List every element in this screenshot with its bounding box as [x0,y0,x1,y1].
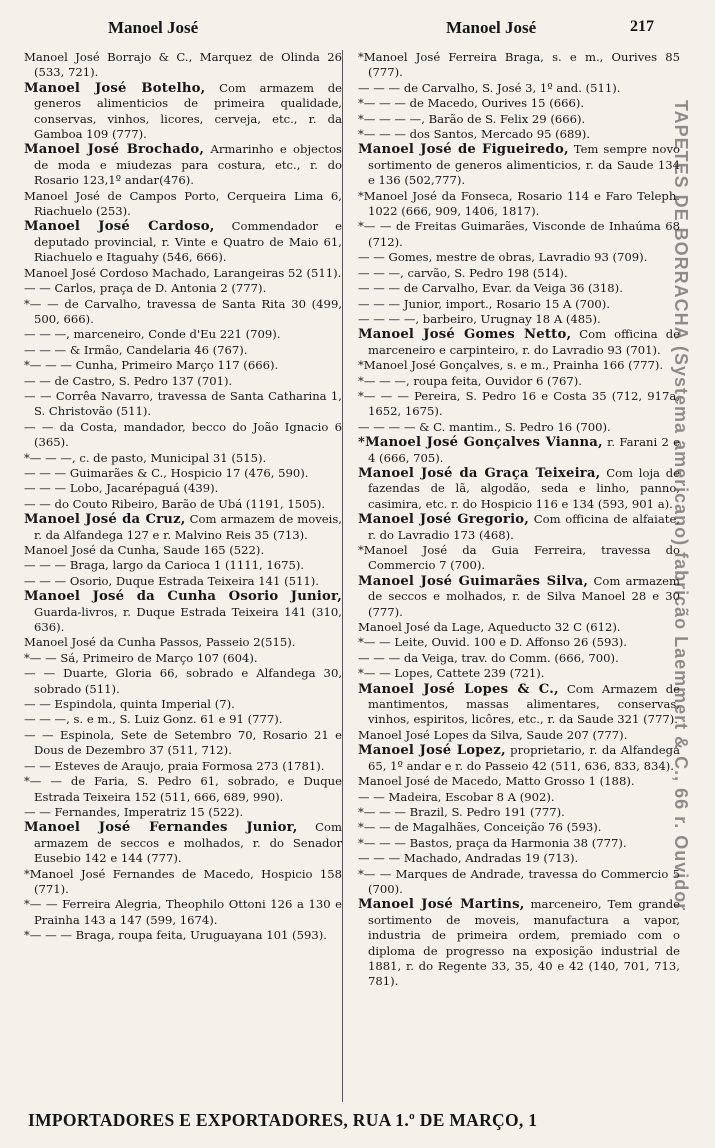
entry-text: — — — Junior, import., Rosario 15 A (700). [358,296,610,311]
directory-entry [24,543,342,558]
entry-name: Manoel José Botelho, [24,80,206,96]
directory-entry [358,574,680,620]
entry-text: — — Carlos, praça de D. Antonia 2 (777). [24,281,267,296]
entry-text: Guarda-livros, r. Duque Estrada Teixeira 141 (310, 636). [34,604,342,635]
entry-text: Com officina de alfaiate, r. do Lavradio 173 (468). [368,512,680,542]
entry-text: — — — — & C. mantim., S. Pedro 16 (700). [358,419,611,434]
directory-entry [24,558,342,573]
entry-name: Manoel José Gomes Netto, [358,327,572,343]
directory-entry [358,297,680,312]
entry-text: *— — Ferreira Alegria, Theophilo Ottoni 126 a 130 e Prainha 143 a 147 (599, 1674). [24,897,342,927]
left-column [24,50,342,1100]
entry-text: Manoel José de Campos Porto, Cerqueira Lima 6, Riachuelo (253). [24,188,342,219]
directory-entry [24,497,342,512]
entry-text: — — Corrêa Navarro, travessa de Santa Catharina 1, S. Christovão (511). [24,388,342,419]
entry-text: Manoel José da Cunha, Saude 165 (522). [24,543,265,557]
directory-entry [24,512,342,543]
entry-text: — — Madeira, Escobar 8 A (902). [358,789,555,804]
entry-name: Manoel José Cardoso, [24,219,215,235]
directory-entry [358,836,680,851]
directory-entry [24,574,342,589]
entry-name: Manoel José da Graça Teixeira, [358,465,601,481]
footer-advertisement: IMPORTADORES E EXPORTADORES, RUA 1.º DE MARÇO, 1 [28,1110,538,1130]
entry-text: — — — Lobo, Jacarépaguá (439). [24,481,219,496]
directory-entry [24,728,342,759]
directory-entry [358,466,680,512]
entry-text: *— — de Magalhães, Conceição 76 (593). [358,820,602,835]
entry-text: — — — & Irmão, Candelaria 46 (767). [24,342,248,357]
entry-text: *Manoel José Gonçalves, s. e m., Prainha 166 (777). [358,358,664,373]
directory-entry [358,96,680,111]
entry-text: — — — Machado, Andradas 19 (713). [358,851,579,866]
header-left-title: Manoel José [108,18,199,37]
entry-text: *Manoel José da Guia Ferreira, travessa do Commercio 7 (700). [358,543,680,573]
directory-columns [24,50,700,1100]
right-column [358,50,680,1100]
entry-text: Manoel José da Lage, Aqueducto 32 C (612). [358,620,621,635]
directory-entry [24,774,342,805]
page-header [0,18,715,46]
directory-entry [24,666,342,697]
entry-name: Manoel José Brochado, [24,142,205,158]
entry-text: — — — de Carvalho, S. José 3, 1º and. (511). [358,80,621,95]
entry-text: *— — — —, Barão de S. Felix 29 (666). [358,111,586,126]
directory-entry [358,142,680,188]
directory-entry [24,374,342,389]
directory-entry [24,897,342,928]
entry-text: Manoel José Cordoso Machado, Larangeiras 52 (511). [24,265,342,280]
entry-text: *— — — Brazil, S. Pedro 191 (777). [358,804,565,819]
entry-text: *— — Sá, Primeiro de Março 107 (604). [24,650,258,665]
entry-text: *Manoel José da Fonseca, Rosario 114 e Faro Teleph. 1022 (666, 909, 1406, 1817). [358,188,680,219]
entry-text: Com armazem de moveis, r. da Alfandega 127 e r. Malvino Reis 35 (713). [34,512,342,542]
directory-entry [358,620,680,635]
directory-entry [358,374,680,389]
directory-entry [24,867,342,898]
directory-entry [358,897,680,989]
side-advertisement-text: TAPETES DE BORRACHA (Systema americano) fabricão Laemmert & C., 66 r. Ouvidor [671,100,691,912]
entry-text: *— — — Pereira, S. Pedro 16 e Costa 35 (712, 917a, 1652, 1675). [358,388,680,419]
entry-text: *— — de Freitas Guimarães, Visconde de Inhaúma 68 (712). [358,219,680,249]
directory-entry [358,728,680,743]
entry-text: — — — de Carvalho, Evar. da Veiga 36 (318). [358,281,623,296]
entry-text: *— — — de Macedo, Ourives 15 (666). [358,96,585,111]
entry-text: *— — — Bastos, praça da Harmonia 38 (777). [358,835,627,850]
entry-text: Com officina de marceneiro e carpinteiro, r. do Lavradio 93 (701). [368,327,680,357]
entry-text: Manoel José Lopes da Silva, Saude 207 (777). [358,727,628,742]
directory-entry [358,867,680,898]
directory-entry [24,389,342,420]
directory-entry [358,820,680,835]
directory-entry [24,266,342,281]
entry-text: — — Duarte, Gloria 66, sobrado e Alfandega 30, sobrado (511). [24,666,342,696]
directory-entry [358,790,680,805]
directory-entry [24,712,342,727]
directory-entry [24,466,342,481]
directory-entry [358,281,680,296]
entry-text: Manoel José Borrajo & C., Marquez de Olinda 26 (533, 721). [24,50,342,80]
entry-text: — — — Braga, largo da Carioca 1 (1111, 1675). [24,558,305,573]
entry-text: *— — de Carvalho, travessa de Santa Rita 30 (499, 500, 666). [24,296,342,326]
entry-text: — — — Osorio, Duque Estrada Teixeira 141 (511). [24,573,319,588]
entry-text: *— — Leite, Ouvid. 100 e D. Affonso 26 (593). [358,635,627,650]
entry-text: Com armazem de seccos e molhados, r. do Senador Eusebio 142 e 144 (777). [34,820,342,866]
entry-text: Commendador e deputado provincial, r. Vinte e Quatro de Maio 61, Riachuelo e Itaguahy (546, 666). [34,219,342,265]
directory-entry [24,805,342,820]
directory-entry [358,774,680,789]
entry-text: — — —, s. e m., S. Luiz Gonz. 61 e 91 (777). [24,712,283,727]
directory-entry [358,389,680,420]
entry-text: — — — —, barbeiro, Urugnay 18 A (485). [358,311,601,326]
entry-text: — — do Couto Ribeiro, Barão de Ubá (1191, 1505). [24,496,326,511]
directory-entry [24,759,342,774]
directory-entry [24,589,342,635]
entry-text: *— — — Braga, roupa feita, Uruguayana 101 (593). [24,928,327,943]
entry-text: *— — — Cunha, Primeiro Março 117 (666). [24,358,279,373]
entry-text: *— — Lopes, Cattete 239 (721). [358,666,545,681]
entry-text: marceneiro, Tem grande sortimento de moveis, manufactura a vapor, industria de primeira ordem, premiado com o diploma de progresso na exposição industrial de 1881, r. do Regente 33, 35, 40 e 42 (140, 701, 713, 781). [368,897,680,989]
entry-text: Com armazem de seccos e molhados, r. de Silva Manoel 28 e 30 (777). [368,573,680,619]
directory-entry [358,266,680,281]
entry-name: *Manoel José Gonçalves Vianna, [358,435,603,451]
entry-text: Manoel José da Cunha Passos, Passeio 2(515). [24,635,296,650]
directory-entry [358,743,680,774]
entry-text: — — Espinola, Sete de Setembro 70, Rosario 21 e Dous de Dezembro 37 (511, 712). [24,727,342,758]
entry-text: r. Farani 2 e 4 (666, 705). [368,435,680,465]
directory-entry [358,666,680,681]
entry-text: — — —, marceneiro, Conde d'Eu 221 (709). [24,327,281,342]
header-right-title: Manoel José [446,18,537,37]
directory-entry [24,928,342,943]
directory-entry [358,851,680,866]
directory-entry [358,420,680,435]
entry-name: Manoel José Lopez, [358,743,506,759]
directory-entry [358,312,680,327]
directory-entry [358,635,680,650]
entry-text: — — de Castro, S. Pedro 137 (701). [24,373,233,388]
directory-entry [24,651,342,666]
directory-entry [358,543,680,574]
entry-text: Manoel José de Macedo, Matto Grosso 1 (188). [358,774,635,789]
directory-entry [358,50,680,81]
entry-text: *— — de Faria, S. Pedro 61, sobrado, e Duque Estrada Teixeira 152 (511, 666, 689, 990). [24,774,342,804]
directory-entry [24,50,342,81]
directory-entry [24,81,342,143]
entry-text: Com loja de fazendas de lã, algodão, seda e linho, panno, casimira, etc. r. do Hospicio 116 e 134 (593, 901 a). [368,465,680,511]
directory-entry [358,219,680,250]
entry-text: — — — Guimarães & C., Hospicio 17 (476, 590). [24,465,309,480]
entry-name: Manoel José da Cunha Osorio Junior, [24,589,342,605]
directory-entry [24,420,342,451]
directory-entry [358,112,680,127]
directory-entry [24,481,342,496]
entry-text: Armarinho e objectos de moda e miudezas para costura, etc., r. do Rosario 123,1º andar(476). [34,142,342,188]
directory-entry [24,219,342,265]
directory-entry [24,358,342,373]
entry-name: Manoel José Martins, [358,897,525,913]
directory-entry [24,142,342,188]
entry-text: Com Armazem de mantimentos, massas alimentares, conservas, vinhos, espiritos, licôres, etc., r. da Saude 321 (777). [368,681,680,727]
directory-entry [24,635,342,650]
entry-name: Manoel José Guimarães Silva, [358,573,589,589]
entry-name: Manoel José Gregorio, [358,512,530,528]
directory-entry [24,327,342,342]
entry-text: Com armazem de generos alimenticios de primeira qualidade, conservas, vinhos, licores, cerveja, etc., r. da Gamboa 109 (777). [34,80,342,142]
entry-text: *— — Marques de Andrade, travessa do Commercio 5 (700). [358,866,680,896]
directory-entry [24,820,342,866]
entry-name: Manoel José Lopes & C., [358,681,559,697]
directory-entry [24,297,342,328]
directory-entry [24,451,342,466]
entry-text: — — da Costa, mandador, becco do João Ignacio 6 (365). [24,419,342,450]
directory-entry [358,81,680,96]
directory-entry [24,343,342,358]
entry-text: — — —, carvão, S. Pedro 198 (514). [358,265,568,280]
entry-text: Tem sempre novo sortimento de generos alimenticios, r. da Saude 134 e 136 (502,777). [368,142,680,188]
column-divider [342,50,343,1102]
entry-text: — — — da Veiga, trav. do Comm. (666, 700). [358,650,619,665]
entry-text: *— — —, c. de pasto, Municipal 31 (515). [24,450,267,465]
entry-name: Manoel José da Cruz, [24,512,186,528]
entry-text: *— — — dos Santos, Mercado 95 (689). [358,127,591,142]
entry-text: — — Esteves de Araujo, praia Formosa 273 (1781). [24,758,325,773]
directory-entry [358,189,680,220]
entry-text: — — Espindola, quinta Imperial (7). [24,697,235,712]
directory-entry [24,189,342,220]
side-advertisement [666,40,714,1110]
directory-entry [358,327,680,358]
directory-entry [358,651,680,666]
directory-entry [358,435,680,466]
entry-text: proprietario, r. da Alfandega 65, 1º andar e r. do Passeio 42 (511, 636, 833, 834). [368,743,680,773]
directory-entry [358,127,680,142]
directory-entry [24,281,342,296]
directory-entry [358,512,680,543]
directory-entry [358,682,680,728]
entry-name: Manoel José de Figueiredo, [358,142,569,158]
directory-entry [358,358,680,373]
entry-text: — — Fernandes, Imperatriz 15 (522). [24,804,244,819]
entry-text: *Manoel José Fernandes de Macedo, Hospicio 158 (771). [24,866,342,896]
entry-text: — — Gomes, mestre de obras, Lavradio 93 (709). [358,250,648,265]
page-number: 217 [630,18,654,35]
entry-text: *— — —, roupa feita, Ouvidor 6 (767). [358,373,582,388]
directory-entry [358,250,680,265]
directory-entry [358,805,680,820]
entry-name: Manoel José Fernandes Junior, [24,820,298,836]
directory-entry [24,697,342,712]
entry-text: *Manoel José Ferreira Braga, s. e m., Ourives 85 (777). [358,50,680,80]
